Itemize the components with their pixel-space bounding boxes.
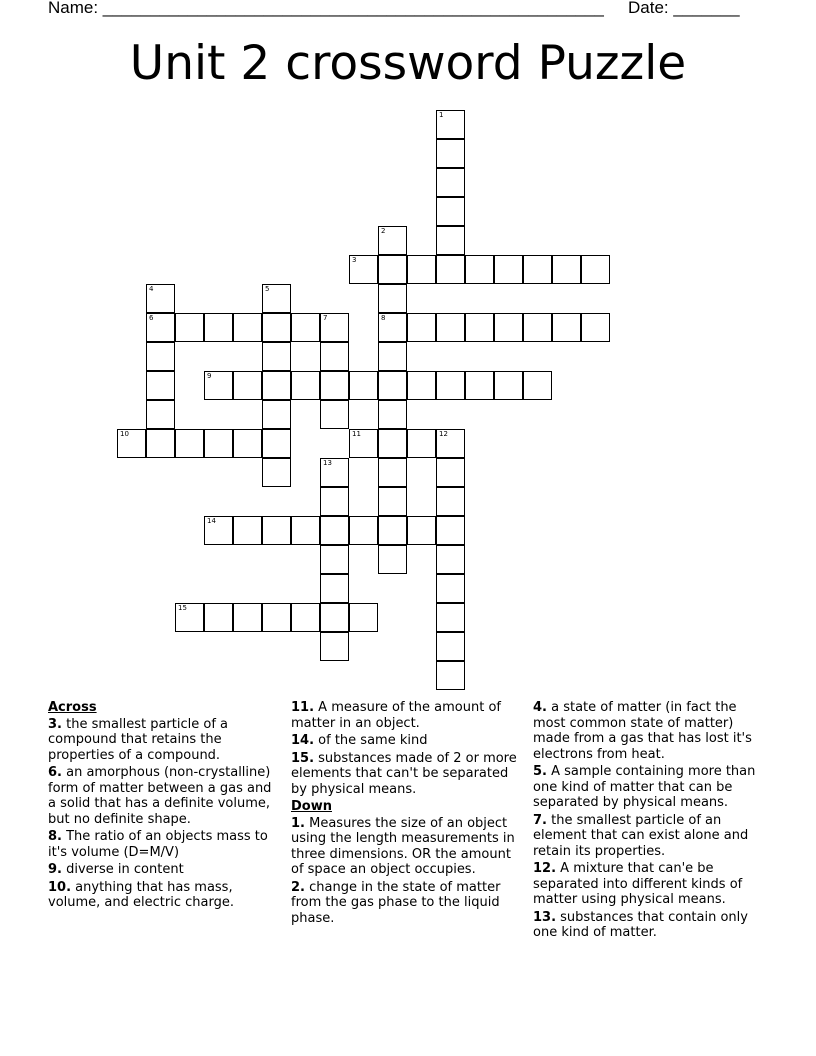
grid-cell[interactable] xyxy=(320,458,349,487)
grid-cell[interactable] xyxy=(436,545,465,574)
page-title: Unit 2 crossword Puzzle xyxy=(129,36,687,91)
clue-number: 15 xyxy=(178,604,187,612)
grid-cell[interactable] xyxy=(378,400,407,429)
clue-item xyxy=(533,700,765,762)
clue-column-2 xyxy=(291,700,523,928)
grid-cell[interactable] xyxy=(262,400,291,429)
grid-cell[interactable] xyxy=(349,603,378,632)
grid-cell[interactable] xyxy=(204,371,233,400)
clue-text: the smallest particle of a compound that retains the properties of a compound. xyxy=(48,716,229,763)
clue-item xyxy=(48,829,280,860)
grid-cell[interactable] xyxy=(175,429,204,458)
grid-cell[interactable] xyxy=(320,400,349,429)
grid-cell[interactable] xyxy=(291,371,320,400)
grid-cell[interactable] xyxy=(320,371,349,400)
clue-number: 12 xyxy=(439,430,448,438)
clue-number: 7 xyxy=(323,314,328,322)
clue-number: 12. xyxy=(533,861,557,876)
clue-number: 13. xyxy=(533,909,557,925)
clue-number: 1. xyxy=(291,815,305,831)
grid-cell[interactable] xyxy=(436,110,465,139)
grid-cell[interactable] xyxy=(465,255,494,284)
grid-cell[interactable] xyxy=(146,400,175,429)
grid-cell[interactable] xyxy=(291,313,320,342)
grid-cell[interactable] xyxy=(262,603,291,632)
grid-cell[interactable] xyxy=(436,661,465,690)
grid-cell[interactable] xyxy=(320,603,349,632)
clue-text: of the same kind xyxy=(314,733,428,748)
grid-cell[interactable] xyxy=(436,487,465,516)
grid-cell[interactable] xyxy=(204,603,233,632)
clue-number: 9 xyxy=(207,372,212,380)
grid-cell[interactable] xyxy=(204,429,233,458)
clue-number: 1 xyxy=(439,111,444,119)
clue-number: 6. xyxy=(48,765,62,780)
grid-cell[interactable] xyxy=(262,284,291,313)
grid-cell[interactable] xyxy=(291,516,320,545)
grid-cell[interactable] xyxy=(378,429,407,458)
clue-item xyxy=(291,751,523,798)
clue-text: The ratio of an objects mass to it's volume (D=M/V) xyxy=(48,829,268,860)
clue-item xyxy=(48,880,280,911)
grid-cell[interactable] xyxy=(378,458,407,487)
clue-text: substances made of 2 or more elements that can't be separated by physical means. xyxy=(291,750,517,797)
grid-cell[interactable] xyxy=(233,313,262,342)
grid-cell[interactable] xyxy=(320,313,349,342)
clue-number: 4 xyxy=(149,285,154,293)
grid-cell[interactable] xyxy=(291,603,320,632)
clue-text: substances that contain only one kind of matter. xyxy=(533,909,748,940)
clue-number: 14 xyxy=(207,517,216,525)
grid-cell[interactable] xyxy=(233,429,262,458)
clue-item xyxy=(533,813,765,860)
grid-cell[interactable] xyxy=(233,516,262,545)
grid-cell[interactable] xyxy=(204,313,233,342)
grid-cell[interactable] xyxy=(436,574,465,603)
clue-number: 15. xyxy=(291,750,315,766)
grid-cell[interactable] xyxy=(581,255,610,284)
grid-cell[interactable] xyxy=(378,284,407,313)
clue-text: A mixture that can'e be separated into different kinds of matter using physical means. xyxy=(533,861,743,907)
grid-cell[interactable] xyxy=(436,226,465,255)
grid-cell[interactable] xyxy=(378,516,407,545)
clue-item xyxy=(291,700,523,731)
grid-cell[interactable] xyxy=(581,313,610,342)
grid-cell[interactable] xyxy=(204,516,233,545)
grid-cell[interactable] xyxy=(175,313,204,342)
clue-number: 7. xyxy=(533,812,547,828)
grid-cell[interactable] xyxy=(349,429,378,458)
clue-text: A sample containing more than one kind of matter that can be separated by physical means. xyxy=(533,764,756,810)
clue-text: A measure of the amount of matter in an object. xyxy=(291,700,501,731)
grid-cell[interactable] xyxy=(523,313,552,342)
grid-cell[interactable] xyxy=(349,255,378,284)
grid-cell[interactable] xyxy=(378,545,407,574)
grid-cell[interactable] xyxy=(523,255,552,284)
grid-cell[interactable] xyxy=(378,342,407,371)
clue-number: 10 xyxy=(120,430,129,438)
grid-cell[interactable] xyxy=(436,197,465,226)
clue-item xyxy=(48,717,280,764)
clue-number: 6 xyxy=(149,314,154,322)
clue-number: 14. xyxy=(291,733,315,748)
grid-cell[interactable] xyxy=(320,516,349,545)
grid-cell[interactable] xyxy=(262,342,291,371)
grid-cell[interactable] xyxy=(407,516,436,545)
grid-cell[interactable] xyxy=(146,371,175,400)
grid-cell[interactable] xyxy=(436,516,465,545)
grid-cell[interactable] xyxy=(233,603,262,632)
grid-cell[interactable] xyxy=(378,313,407,342)
clue-item xyxy=(48,862,280,878)
grid-cell[interactable] xyxy=(233,371,262,400)
grid-cell[interactable] xyxy=(146,429,175,458)
date-field: Date: _______ xyxy=(628,0,740,17)
grid-cell[interactable] xyxy=(494,371,523,400)
grid-cell[interactable] xyxy=(494,313,523,342)
grid-cell[interactable] xyxy=(175,603,204,632)
clue-number: 11 xyxy=(352,430,361,438)
clue-number: 5 xyxy=(265,285,270,293)
across-heading: Across xyxy=(48,700,97,715)
grid-cell[interactable] xyxy=(146,284,175,313)
grid-cell[interactable] xyxy=(262,371,291,400)
grid-cell[interactable] xyxy=(436,313,465,342)
clue-item xyxy=(291,733,523,749)
grid-cell[interactable] xyxy=(262,429,291,458)
grid-cell[interactable] xyxy=(407,371,436,400)
grid-cell[interactable] xyxy=(378,487,407,516)
clue-item xyxy=(533,764,765,811)
grid-cell[interactable] xyxy=(378,255,407,284)
grid-cell[interactable] xyxy=(465,313,494,342)
name-field: Name: _____________________________________________________ xyxy=(48,0,604,17)
grid-cell[interactable] xyxy=(262,313,291,342)
grid-cell[interactable] xyxy=(407,313,436,342)
grid-cell[interactable] xyxy=(436,139,465,168)
clue-number: 3. xyxy=(48,716,62,732)
clue-item xyxy=(48,765,280,827)
clue-number: 2 xyxy=(381,227,386,235)
clue-text: the smallest particle of an element that can exist alone and retain its properties. xyxy=(533,812,749,859)
grid-cell[interactable] xyxy=(262,516,291,545)
grid-cell[interactable] xyxy=(378,226,407,255)
grid-cell[interactable] xyxy=(349,371,378,400)
clue-item xyxy=(291,880,523,927)
grid-cell[interactable] xyxy=(436,168,465,197)
clue-number: 9. xyxy=(48,862,62,877)
clue-text: diverse in content xyxy=(61,862,184,877)
grid-cell[interactable] xyxy=(436,632,465,661)
grid-cell[interactable] xyxy=(320,574,349,603)
down-heading: Down xyxy=(291,799,332,814)
grid-cell[interactable] xyxy=(146,342,175,371)
grid-cell[interactable] xyxy=(262,458,291,487)
clue-item xyxy=(291,816,523,878)
grid-cell[interactable] xyxy=(465,371,494,400)
grid-cell[interactable] xyxy=(146,313,175,342)
grid-cell[interactable] xyxy=(552,255,581,284)
grid-cell[interactable] xyxy=(320,342,349,371)
grid-cell[interactable] xyxy=(378,371,407,400)
clue-column-3 xyxy=(533,700,765,943)
clue-number: 11. xyxy=(291,700,315,715)
grid-cell[interactable] xyxy=(407,255,436,284)
clue-number: 10. xyxy=(48,879,72,895)
grid-cell[interactable] xyxy=(436,458,465,487)
grid-cell[interactable] xyxy=(552,313,581,342)
clue-number: 13 xyxy=(323,459,332,467)
clue-text: a state of matter (in fact the most common state of matter) made from a gas that has lost it's electrons from heat. xyxy=(533,700,752,762)
grid-cell[interactable] xyxy=(436,603,465,632)
grid-cell[interactable] xyxy=(436,371,465,400)
grid-cell[interactable] xyxy=(523,371,552,400)
grid-cell[interactable] xyxy=(349,516,378,545)
clue-number: 3 xyxy=(352,256,357,264)
clue-text: change in the state of matter from the gas phase to the liquid phase. xyxy=(291,879,501,926)
grid-cell[interactable] xyxy=(436,255,465,284)
grid-cell[interactable] xyxy=(436,429,465,458)
clue-number: 2. xyxy=(291,879,305,895)
clue-number: 4. xyxy=(533,700,547,715)
clue-column-1 xyxy=(48,700,280,913)
clue-item xyxy=(533,910,765,941)
grid-cell[interactable] xyxy=(320,545,349,574)
clue-number: 5. xyxy=(533,764,547,779)
clue-text: Measures the size of an object using the length measurements in three dimensions. OR the amount of space an object occupies. xyxy=(291,815,515,877)
grid-cell[interactable] xyxy=(494,255,523,284)
grid-cell[interactable] xyxy=(407,429,436,458)
grid-cell[interactable] xyxy=(117,429,146,458)
clue-text: an amorphous (non-crystalline) form of matter between a gas and a solid that has a definite volume, but no definite shape. xyxy=(48,765,272,827)
grid-cell[interactable] xyxy=(320,632,349,661)
clue-text: anything that has mass, volume, and electric charge. xyxy=(48,879,234,910)
clue-number: 8 xyxy=(381,314,386,322)
clue-item xyxy=(533,861,765,908)
clue-number: 8. xyxy=(48,829,62,844)
grid-cell[interactable] xyxy=(320,487,349,516)
